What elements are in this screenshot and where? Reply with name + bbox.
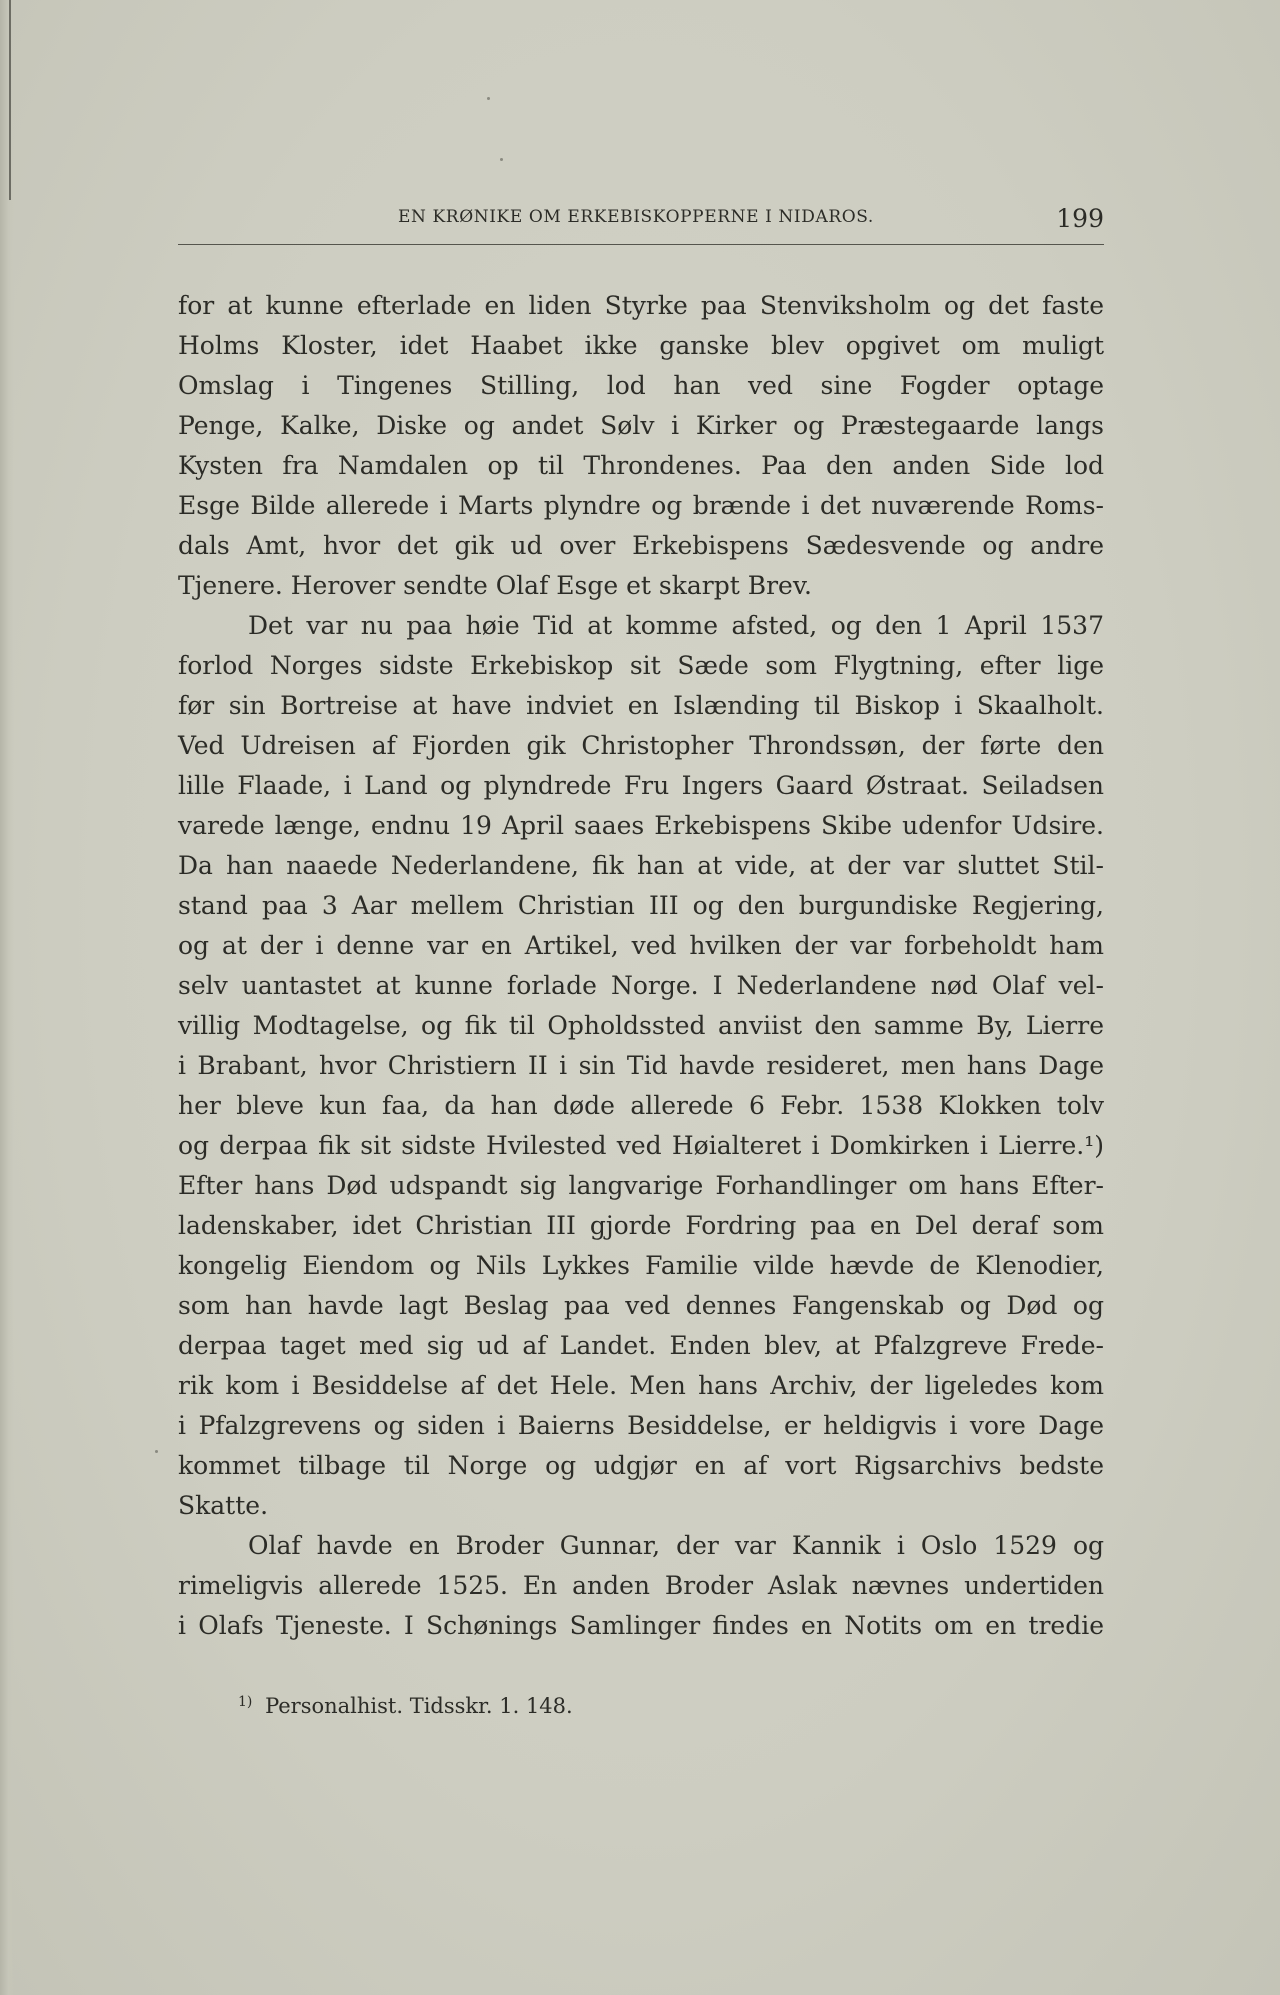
text-line: Efter hans Død udspandt sig langvarige Forhandlinger om hans Efter- bbox=[178, 1171, 1104, 1200]
text-line: forlod Norges sidste Erkebiskop sit Sæde som Flygtning, efter lige bbox=[178, 651, 1104, 680]
text-line: i Pfalzgrevens og siden i Baierns Besiddelse, er heldigvis i vore Dage bbox=[178, 1411, 1104, 1440]
binding-shadow-line bbox=[9, 0, 11, 200]
footnote-text: Personalhist. Tidsskr. 1. 148. bbox=[265, 1694, 573, 1718]
paper-speck bbox=[155, 1450, 158, 1453]
text-line: Skatte. bbox=[178, 1491, 269, 1520]
text-line: Olaf havde en Broder Gunnar, der var Kannik i Oslo 1529 og bbox=[248, 1531, 1104, 1560]
text-line: i Olafs Tjeneste. I Schønings Samlinger findes en Notits om en tredie bbox=[178, 1611, 1104, 1640]
text-line: varede længe, endnu 19 April saaes Erkebispens Skibe udenfor Udsire. bbox=[178, 811, 1104, 840]
footnote bbox=[238, 1694, 573, 1718]
text-line: selv uantastet at kunne forlade Norge. I Nederlandene nød Olaf vel- bbox=[178, 971, 1104, 1000]
text-line: derpaa taget med sig ud af Landet. Enden blev, at Pfalzgreve Frede- bbox=[178, 1331, 1104, 1360]
page-number: 199 bbox=[1056, 204, 1104, 233]
text-line: før sin Bortreise at have indviet en Islænding til Biskop i Skaalholt. bbox=[178, 691, 1104, 720]
footnote-marker: 1) bbox=[238, 1694, 253, 1710]
text-line: Penge, Kalke, Diske og andet Sølv i Kirker og Præstegaarde langs bbox=[178, 411, 1104, 440]
text-line: stand paa 3 Aar mellem Christian III og den burgundiske Regjering, bbox=[178, 891, 1104, 920]
text-line: kongelig Eiendom og Nils Lykkes Familie vilde hævde de Klenodier, bbox=[178, 1251, 1104, 1280]
text-line: Esge Bilde allerede i Marts plyndre og brænde i det nuværende Roms- bbox=[178, 491, 1104, 520]
text-line: rimeligvis allerede 1525. En anden Broder Aslak nævnes undertiden bbox=[178, 1571, 1104, 1600]
text-line: her bleve kun faa, da han døde allerede 6 Febr. 1538 Klokken tolv bbox=[178, 1091, 1104, 1120]
paper-speck bbox=[487, 97, 490, 100]
text-line: dals Amt, hvor det gik ud over Erkebispens Sædesvende og andre bbox=[178, 531, 1104, 560]
text-line: villig Modtagelse, og fik til Opholdssted anviist den samme By, Lierre bbox=[178, 1011, 1104, 1040]
text-line: for at kunne efterlade en liden Styrke paa Stenviksholm og det faste bbox=[178, 291, 1104, 320]
running-title: EN KRØNIKE OM ERKEBISKOPPERNE I NIDAROS. bbox=[398, 207, 874, 227]
page-binding-edge bbox=[0, 0, 14, 1995]
text-line: Da han naaede Nederlandene, fik han at vide, at der var sluttet Stil- bbox=[178, 851, 1104, 880]
text-line: Holms Kloster, idet Haabet ikke ganske blev opgivet om muligt bbox=[178, 331, 1104, 360]
text-line: som han havde lagt Beslag paa ved dennes Fangenskab og Død og bbox=[178, 1291, 1104, 1320]
text-line: rik kom i Besiddelse af det Hele. Men hans Archiv, der ligeledes kom bbox=[178, 1371, 1104, 1400]
text-line: og derpaa fik sit sidste Hvilested ved Høialteret i Domkirken i Lierre.¹) bbox=[178, 1131, 1104, 1160]
header-rule bbox=[178, 244, 1104, 245]
text-line: Omslag i Tingenes Stilling, lod han ved sine Fogder optage bbox=[178, 371, 1104, 400]
paper-speck bbox=[500, 158, 503, 161]
text-line: Tjenere. Herover sendte Olaf Esge et skarpt Brev. bbox=[178, 571, 812, 600]
text-line: ladenskaber, idet Christian III gjorde Fordring paa en Del deraf som bbox=[178, 1211, 1104, 1240]
body-text bbox=[178, 286, 1104, 1646]
text-line: og at der i denne var en Artikel, ved hvilken der var forbeholdt ham bbox=[178, 931, 1104, 960]
text-line: lille Flaade, i Land og plyndrede Fru Ingers Gaard Østraat. Seiladsen bbox=[178, 771, 1104, 800]
text-line: Ved Udreisen af Fjorden gik Christopher Throndssøn, der førte den bbox=[178, 731, 1104, 760]
text-line: kommet tilbage til Norge og udgjør en af vort Rigsarchivs bedste bbox=[178, 1451, 1104, 1480]
text-line: Kysten fra Namdalen op til Throndenes. Paa den anden Side lod bbox=[178, 451, 1104, 480]
text-line: i Brabant, hvor Christiern II i sin Tid havde resideret, men hans Dage bbox=[178, 1051, 1104, 1080]
text-line: Det var nu paa høie Tid at komme afsted, og den 1 April 1537 bbox=[248, 611, 1104, 640]
running-header bbox=[178, 204, 1104, 238]
